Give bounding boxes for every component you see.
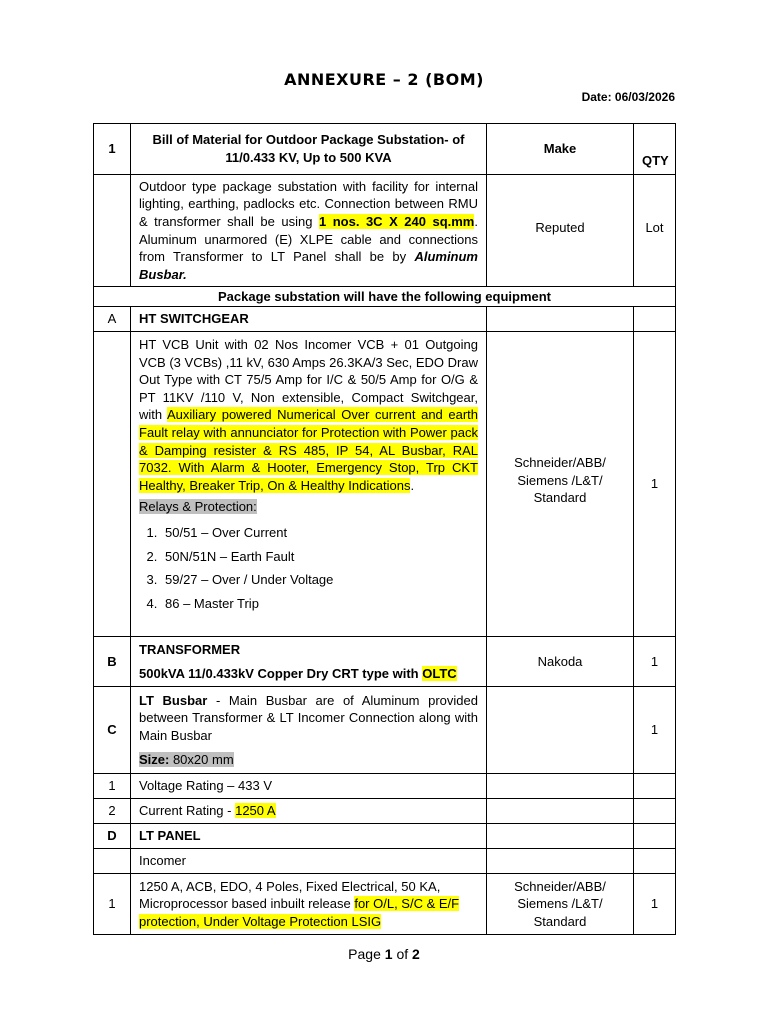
transformer-qty: 1 [634, 637, 676, 687]
lt-incomer-row [94, 849, 676, 874]
ht-description: HT VCB Unit with 02 Nos Incomer VCB + 01 Outgoing VCB (3 VCBs) ,11 kV, 630 Amps 26.3KA/3 Sec, EDO Draw Out Type with CT 75/5 Amp for I/C & 50/5 Amp for O/G & PT 11KV /110 V, Non extensible, Compact Switchgear, with Auxiliary powered Numerical Over current and earth Fault relay with annunciator for Protection with Power pack & Damping resister & RS 485, IP 54, AL Busbar, RAL 7032. With Alarm & Hooter, Emergency Stop, Trp CKT Healthy, Breaker Trip, On & Healthy Indications. Relays & Protection: 1. 50/51 – Over Current 2. 50N/51N – Earth Fault 3. 59/27 – Over / Under Voltage 4. 86 – Master Trip [131, 332, 487, 637]
list-item: 3. 59/27 – Over / Under Voltage [161, 571, 478, 589]
lt-item-sr: 1 [94, 874, 131, 935]
lt-incomer: Incomer [131, 849, 487, 874]
list-item: 2. 50N/51N – Earth Fault [161, 548, 478, 566]
ht-title: HT SWITCHGEAR [131, 307, 487, 332]
voltage-rating: Voltage Rating – 433 V [131, 774, 487, 799]
bom-table [93, 123, 676, 935]
table-row: 1 Voltage Rating – 433 V [94, 774, 676, 799]
lt-title: LT PANEL [131, 824, 487, 849]
ht-make: Schneider/ABB/ Siemens /L&T/ Standard [487, 332, 634, 637]
transformer-make: Nakoda [487, 637, 634, 687]
busbar-row [94, 687, 676, 774]
header-make: Make [487, 124, 634, 175]
transformer-description: TRANSFORMER 500kVA 11/0.433kV Copper Dry CRT type with OLTC [131, 637, 487, 687]
lt-sr: D [94, 824, 131, 849]
list-item: 4. 86 – Master Trip [161, 595, 478, 613]
busbar-size: Size: 80x20 mm [139, 751, 234, 767]
ht-sr: A [94, 307, 131, 332]
lt-item-make: Schneider/ABB/ Siemens /L&T/ Standard [487, 874, 634, 935]
ht-detail-row [94, 332, 676, 637]
equipment-heading: Package substation will have the following equipment [94, 287, 676, 307]
transformer-sr: B [94, 637, 131, 687]
page-number: 1 [384, 946, 393, 962]
lt-item-qty: 1 [634, 874, 676, 935]
cable-spec-highlight: 1 nos. 3C X 240 sq.mm [318, 213, 475, 229]
busbar-sr: C [94, 687, 131, 774]
table-row: 2 Current Rating - 1250 A [94, 799, 676, 824]
relays-label: Relays & Protection: [139, 499, 257, 515]
relay-spec-highlight: Auxiliary powered Numerical Over current and earth Fault relay with annunciator for Protection with Power pack & Damping resister & RS 485, IP 54, AL Busbar, RAL 7032. With Alarm & Hooter, Emergency Stop, Trp CKT Healthy, Breaker Trip, On & Healthy Indications [139, 407, 478, 493]
header-qty: QTY [634, 124, 676, 175]
table-header-row [94, 124, 676, 175]
intro-row [94, 175, 676, 287]
protection-highlight: for O/L, S/C & E/F protection, Under Voltage Protection LSIG [139, 896, 460, 929]
lt-item-row [94, 874, 676, 935]
busbar-description: LT Busbar - Main Busbar are of Aluminum provided between Transformer & LT Incomer Connection along with Main Busbar Size: 80x20 mm [131, 687, 487, 774]
header-sr: 1 [94, 124, 131, 175]
header-description: Bill of Material for Outdoor Package Substation- of 11/0.433 KV, Up to 500 KVA [131, 124, 487, 175]
ht-title-row [94, 307, 676, 332]
document-title: ANNEXURE – 2 (BOM) [284, 70, 484, 89]
intro-make: Reputed [487, 175, 634, 287]
lt-title-row [94, 824, 676, 849]
page-footer: Page 1 of 2 [348, 946, 420, 962]
oltc-highlight: OLTC [422, 665, 457, 681]
ht-qty: 1 [634, 332, 676, 637]
current-rating: Current Rating - 1250 A [131, 799, 487, 824]
document-date: Date: 06/03/2026 [581, 90, 675, 104]
equipment-heading-row [94, 287, 676, 307]
relays-list [139, 524, 478, 612]
page-total: 2 [412, 946, 420, 962]
busbar-qty: 1 [634, 687, 676, 774]
intro-qty: Lot [634, 175, 676, 287]
transformer-row [94, 637, 676, 687]
lt-item-description: 1250 A, ACB, EDO, 4 Poles, Fixed Electrical, 50 KA, Microprocessor based inbuilt release for O/L, S/C & E/F protection, Under Voltage Protection LSIG [131, 874, 487, 935]
list-item: 1. 50/51 – Over Current [161, 524, 478, 542]
intro-description: Outdoor type package substation with facility for internal lighting, earthing, padlocks etc. Connection between RMU & transformer shall be using 1 nos. 3C X 240 sq.mm. Aluminum unarmored (E) XLPE cable and connections from Transformer to LT Panel shall be by Aluminum Busbar. [131, 175, 487, 287]
